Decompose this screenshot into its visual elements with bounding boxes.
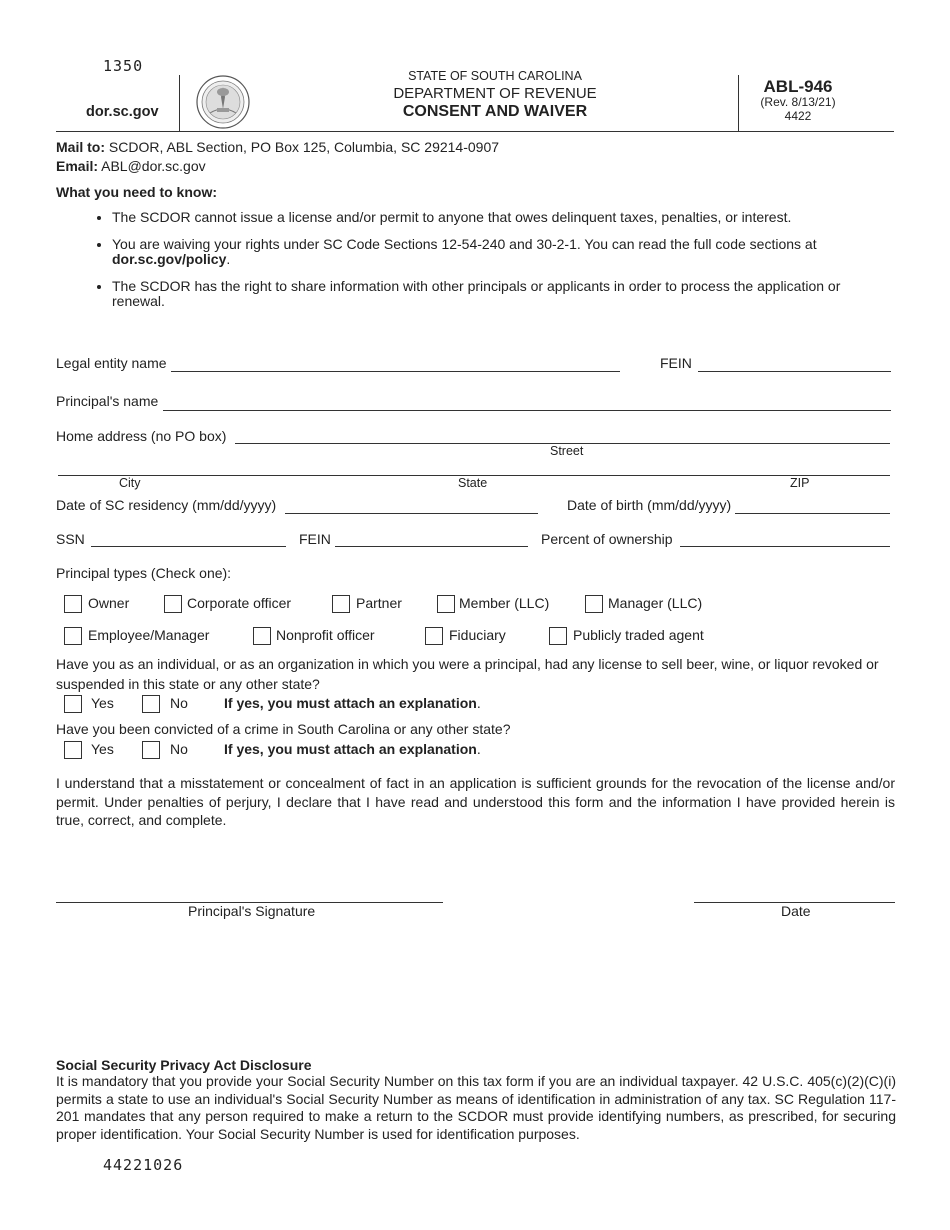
header-bottom-rule xyxy=(56,131,894,132)
birth-date-label: Date of birth (mm/dd/yyyy) xyxy=(567,497,732,513)
fein-field[interactable] xyxy=(698,371,891,372)
declaration-text: I understand that a misstatement or concealment of fact in an application is sufficient grounds for the revocation of the license and/or permit. Under penalties of perjury, I declare that I have read and understood this form and the information I have provided herein is true, correct, and complete. xyxy=(56,775,895,828)
publicly-traded-agent-checkbox[interactable] xyxy=(549,627,567,645)
fein-label: FEIN xyxy=(660,355,692,371)
mail-to xyxy=(56,139,499,155)
ownership-label: Percent of ownership xyxy=(541,531,673,547)
header-state: STATE OF SOUTH CAROLINA xyxy=(408,69,582,83)
legal-entity-field[interactable] xyxy=(171,371,620,372)
know-bullet-2 xyxy=(112,237,882,267)
residency-date-label: Date of SC residency (mm/dd/yyyy) xyxy=(56,497,277,513)
q2-explanation-period: . xyxy=(476,741,481,757)
nonprofit-officer-checkbox[interactable] xyxy=(253,627,271,645)
city-label: City xyxy=(119,476,141,490)
birth-date-field[interactable] xyxy=(735,513,890,514)
q2-no-checkbox[interactable] xyxy=(142,741,160,759)
q2-explanation-text: If yes, you must attach an explanation xyxy=(224,741,477,757)
manager-llc-label: Manager (LLC) xyxy=(608,595,703,611)
question-1: Have you as an individual, or as an organization in which you were a principal, had any license to sell beer, wine, or liquor revoked or suspended in this state or any other state? xyxy=(56,656,879,692)
email-address: ABL@dor.sc.gov xyxy=(98,158,206,174)
employee-manager-checkbox[interactable] xyxy=(64,627,82,645)
mail-label: Mail to: xyxy=(56,139,105,155)
page-title: CONSENT AND WAIVER xyxy=(402,103,588,120)
q1-yes-checkbox[interactable] xyxy=(64,695,82,713)
form-code-bottom: 44221026 xyxy=(103,1156,184,1174)
ssn-label: SSN xyxy=(56,531,85,547)
form-id: 4422 xyxy=(784,109,812,123)
q1-explanation xyxy=(224,695,481,711)
form-number: ABL-946 xyxy=(763,77,833,96)
principal-types-heading: Principal types (Check one): xyxy=(56,565,232,581)
residency-date-field[interactable] xyxy=(285,513,538,514)
nonprofit-officer-label: Nonprofit officer xyxy=(276,627,375,643)
employee-manager-label: Employee/Manager xyxy=(88,627,210,643)
mail-address: SCDOR, ABL Section, PO Box 125, Columbia, SC 29214-0907 xyxy=(105,139,500,155)
corporate-officer-label: Corporate officer xyxy=(187,595,292,611)
q1-explanation-text: If yes, you must attach an explanation xyxy=(224,695,477,711)
know-bullet-3: • The SCDOR has the right to share information with other principals or applicants in order to process the application or renewal. xyxy=(112,279,882,309)
q2-explanation xyxy=(224,741,481,757)
email-label: Email: xyxy=(56,158,99,174)
ownership-field[interactable] xyxy=(680,546,890,547)
q2-no-label: No xyxy=(170,741,188,757)
form-revision: (Rev. 8/13/21) xyxy=(760,95,836,109)
q2-yes-checkbox[interactable] xyxy=(64,741,82,759)
privacy-text: It is mandatory that you provide your Social Security Number on this tax form if you are an individual taxpayer. 42 U.S.C. 405(c)(2)(C)(i) permits a state to use an individual's Social Security Number as means of identification in administration of any tax. SC Regulation 117-201 mandates that any person required to make a return to the SCDOR must provide identifying numbers, as prescribed, for securing proper identification. Your Social Security Number is used for identification purposes. xyxy=(56,1073,896,1142)
policy-link[interactable]: dor.sc.gov/policy xyxy=(112,251,227,267)
form-code-top: 1350 xyxy=(103,57,144,75)
privacy-heading: Social Security Privacy Act Disclosure xyxy=(56,1057,312,1073)
fiduciary-label: Fiduciary xyxy=(449,627,506,643)
partner-label: Partner xyxy=(356,595,402,611)
fein2-field[interactable] xyxy=(335,546,528,547)
fiduciary-checkbox[interactable] xyxy=(425,627,443,645)
know-heading: What you need to know: xyxy=(56,184,217,200)
owner-checkbox[interactable] xyxy=(64,595,82,613)
question-2: Have you been convicted of a crime in South Carolina or any other state? xyxy=(56,721,511,737)
know-bullet-2-end: . xyxy=(226,251,231,267)
q1-yes-label: Yes xyxy=(91,695,114,711)
email-line xyxy=(56,158,206,174)
header-department: DEPARTMENT OF REVENUE xyxy=(393,85,597,102)
member-llc-label: Member (LLC) xyxy=(459,595,550,611)
home-address-label: Home address (no PO box) xyxy=(56,428,227,444)
q1-no-checkbox[interactable] xyxy=(142,695,160,713)
fein2-label: FEIN xyxy=(299,531,331,547)
q2-yes-label: Yes xyxy=(91,741,114,757)
state-label: State xyxy=(458,476,488,490)
principal-name-field[interactable] xyxy=(163,410,891,411)
corporate-officer-checkbox[interactable] xyxy=(164,595,182,613)
principal-name-label: Principal's name xyxy=(56,393,159,409)
partner-checkbox[interactable] xyxy=(332,595,350,613)
member-llc-checkbox[interactable] xyxy=(437,595,455,613)
q1-explanation-period: . xyxy=(476,695,481,711)
signature-label: Principal's Signature xyxy=(188,903,316,919)
know-bullet-2-text: You are waiving your rights under SC Code Sections 12-54-240 and 30-2-1. You can read the full code sections at xyxy=(112,236,817,252)
ssn-field[interactable] xyxy=(91,546,286,547)
know-list xyxy=(92,210,882,321)
know-bullet-1: • The SCDOR cannot issue a license and/or permit to anyone that owes delinquent taxes, penalties, or interest. xyxy=(112,210,882,225)
legal-entity-label: Legal entity name xyxy=(56,355,167,371)
owner-label: Owner xyxy=(88,595,130,611)
manager-llc-checkbox[interactable] xyxy=(585,595,603,613)
street-label: Street xyxy=(550,444,584,458)
publicly-traded-agent-label: Publicly traded agent xyxy=(573,627,704,643)
zip-label: ZIP xyxy=(790,476,810,490)
date-label: Date xyxy=(781,903,811,919)
q1-no-label: No xyxy=(170,695,188,711)
website-label: dor.sc.gov xyxy=(86,104,159,120)
